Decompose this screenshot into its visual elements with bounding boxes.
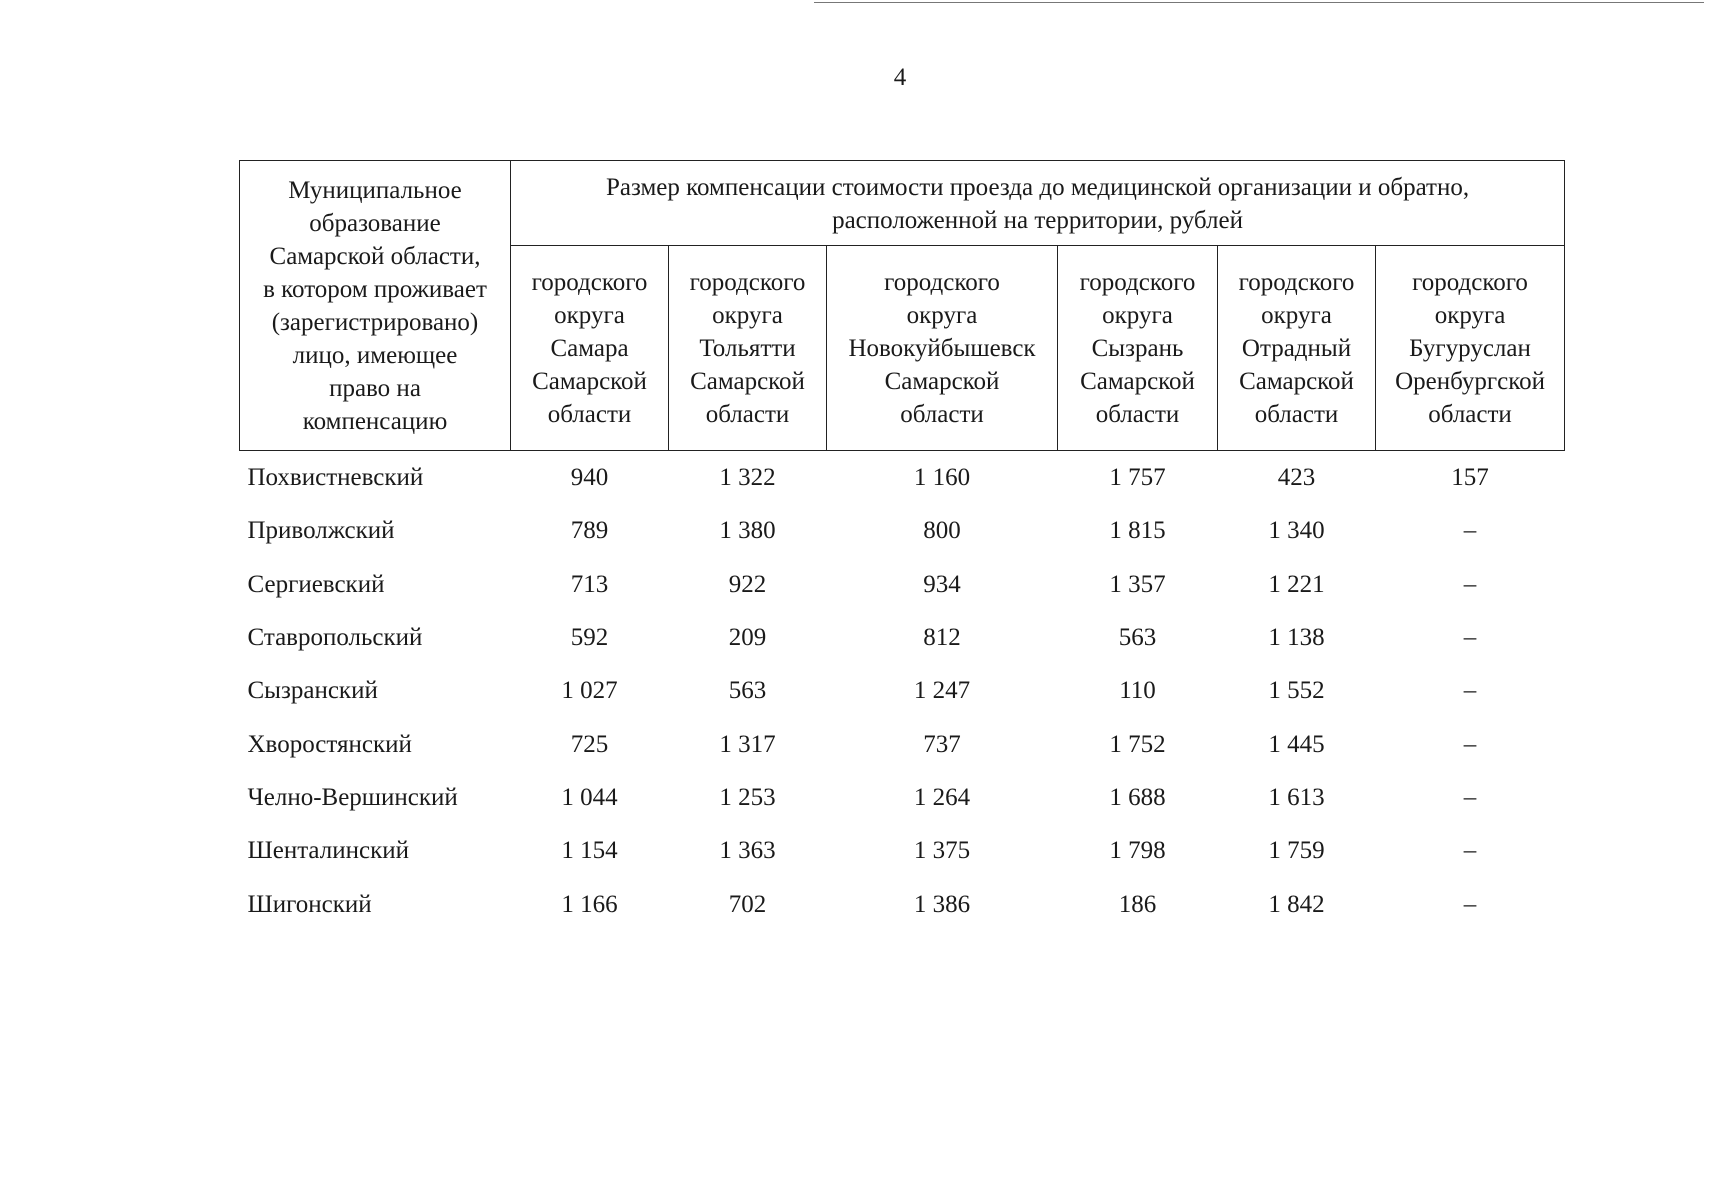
value-cell: 1 757 — [1109, 464, 1166, 492]
value-cell: 1 166 — [561, 890, 618, 918]
value-cell: 1 688 — [1109, 783, 1166, 811]
value-cell: 1 445 — [1268, 730, 1325, 758]
table-row — [240, 558, 1565, 611]
header-line: области — [1095, 400, 1180, 428]
region-name: Челно-Вершинский — [247, 783, 458, 811]
header-line: Сызрань — [1091, 334, 1184, 362]
value-cell: 1 340 — [1268, 517, 1325, 545]
table-row — [240, 771, 1565, 824]
value-cell: 1 759 — [1268, 837, 1325, 865]
value-cell: – — [1463, 624, 1477, 652]
header-line: Новокуйбышевск — [848, 334, 1036, 362]
scan-top-rule — [814, 2, 1704, 3]
value-cell: 1 264 — [913, 783, 971, 811]
table-row — [240, 664, 1565, 717]
city-column-header-buguruslan — [1376, 246, 1565, 451]
header-line: Муниципальное — [288, 176, 462, 204]
value-cell: 1 044 — [561, 783, 618, 811]
value-cell: 563 — [728, 677, 767, 705]
header-line: округа — [554, 301, 625, 329]
header-line: городского — [1412, 268, 1528, 296]
header-line: Самарской — [1080, 367, 1195, 395]
value-cell: – — [1463, 677, 1477, 705]
header-line: округа — [1434, 301, 1506, 329]
region-name: Сергиевский — [247, 570, 385, 598]
city-column-header-samara — [511, 246, 669, 451]
value-cell: 1 386 — [913, 890, 971, 918]
header-line: Самарской — [532, 367, 647, 395]
value-cell: 922 — [728, 570, 767, 598]
value-cell: – — [1463, 730, 1477, 758]
region-name: Приволжский — [247, 517, 395, 545]
value-cell: – — [1463, 783, 1477, 811]
value-cell: 1 842 — [1268, 890, 1325, 918]
city-column-header-tolyatti — [669, 246, 827, 451]
header-line: лицо, имеющее — [292, 341, 458, 369]
header-line: области — [1254, 400, 1339, 428]
header-line: Самарской — [884, 367, 1000, 395]
region-name: Сызранский — [247, 677, 378, 705]
table-row — [240, 877, 1565, 930]
value-cell: 1 138 — [1268, 624, 1325, 652]
table-header-row-1 — [240, 161, 1565, 246]
value-cell: 110 — [1119, 677, 1156, 705]
value-cell: 1 357 — [1109, 570, 1166, 598]
city-column-header-novokuybyshevsk — [827, 246, 1058, 451]
header-line: области — [547, 400, 632, 428]
header-line: компенсацию — [302, 407, 448, 435]
value-cell: 563 — [1118, 624, 1157, 652]
value-cell: 812 — [923, 624, 961, 652]
value-cell: 592 — [570, 624, 609, 652]
value-cell: – — [1463, 890, 1477, 918]
table-row — [240, 504, 1565, 557]
city-column-header-otradny — [1218, 246, 1376, 451]
value-cell: 934 — [923, 570, 961, 598]
value-cell: 1 253 — [719, 783, 776, 811]
header-line: Отрадный — [1241, 334, 1352, 362]
header-line: городского — [1079, 268, 1196, 296]
value-cell: 702 — [728, 890, 767, 918]
header-line: Тольятти — [699, 334, 796, 362]
value-cell: 209 — [728, 624, 767, 652]
header-line: городского — [689, 268, 806, 296]
value-cell: 737 — [923, 730, 961, 758]
value-cell: 1 154 — [561, 837, 618, 865]
value-cell: 1 375 — [913, 837, 971, 865]
value-cell: 186 — [1118, 890, 1157, 918]
header-line: Размер компенсации стоимости проезда до медицинской организации и обратно, — [605, 174, 1470, 201]
header-line: Бугуруслан — [1409, 334, 1531, 362]
value-cell: 1 752 — [1109, 730, 1166, 758]
header-line: Самарской — [690, 367, 805, 395]
value-cell: 1 552 — [1268, 677, 1325, 705]
header-line: округа — [906, 301, 978, 329]
header-line: области — [900, 400, 984, 428]
header-line: городского — [1238, 268, 1355, 296]
header-line: области — [1428, 400, 1512, 428]
header-line: городского — [884, 268, 1000, 296]
value-cell: 423 — [1277, 464, 1316, 492]
city-column-header-syzran — [1058, 246, 1218, 451]
compensation-table — [239, 160, 1565, 931]
region-column-header — [240, 161, 511, 451]
header-line: в котором проживает — [263, 275, 487, 303]
value-cell: 1 247 — [913, 677, 971, 705]
header-line: Самара — [550, 334, 629, 362]
header-line: Оренбургской — [1395, 367, 1545, 395]
value-cell: 1 613 — [1268, 783, 1325, 811]
value-cell: 1 027 — [561, 677, 618, 705]
compensation-amount-header — [511, 161, 1565, 246]
table-row — [240, 611, 1565, 664]
header-line: городского — [531, 268, 648, 296]
value-cell: 713 — [570, 570, 609, 598]
value-cell: – — [1463, 837, 1477, 865]
page-number: 4 — [893, 64, 907, 91]
header-line: округа — [712, 301, 783, 329]
header-line: Самарской области, — [269, 242, 481, 270]
header-line: (зарегистрировано) — [271, 308, 479, 336]
value-cell: 940 — [570, 464, 609, 492]
table-row — [240, 451, 1565, 505]
region-name: Ставропольский — [247, 624, 423, 652]
value-cell: 725 — [570, 730, 609, 758]
header-line: Самарской — [1239, 367, 1354, 395]
table-row — [240, 717, 1565, 770]
value-cell: 1 380 — [719, 517, 776, 545]
value-cell: – — [1463, 517, 1477, 545]
header-line: области — [705, 400, 790, 428]
value-cell: 789 — [570, 517, 609, 545]
value-cell: 1 815 — [1109, 517, 1166, 545]
header-line: округа — [1102, 301, 1173, 329]
value-cell: 800 — [923, 517, 961, 545]
value-cell: 1 798 — [1109, 837, 1166, 865]
value-cell: 1 221 — [1268, 570, 1325, 598]
value-cell: 1 160 — [913, 464, 971, 492]
region-name: Шенталинский — [247, 837, 409, 865]
value-cell: 1 363 — [719, 837, 776, 865]
value-cell: 1 322 — [719, 464, 776, 492]
header-line: расположенной на территории, рублей — [832, 207, 1243, 234]
table-row — [240, 824, 1565, 877]
header-line: право на — [329, 374, 421, 402]
value-cell: 1 317 — [719, 730, 776, 758]
region-name: Шигонский — [247, 890, 372, 918]
value-cell: – — [1463, 570, 1477, 598]
region-name: Хворостянский — [247, 730, 412, 758]
region-name: Похвистневский — [247, 464, 424, 492]
header-line: образование — [309, 209, 441, 237]
value-cell: 157 — [1451, 464, 1489, 492]
header-line: округа — [1261, 301, 1332, 329]
